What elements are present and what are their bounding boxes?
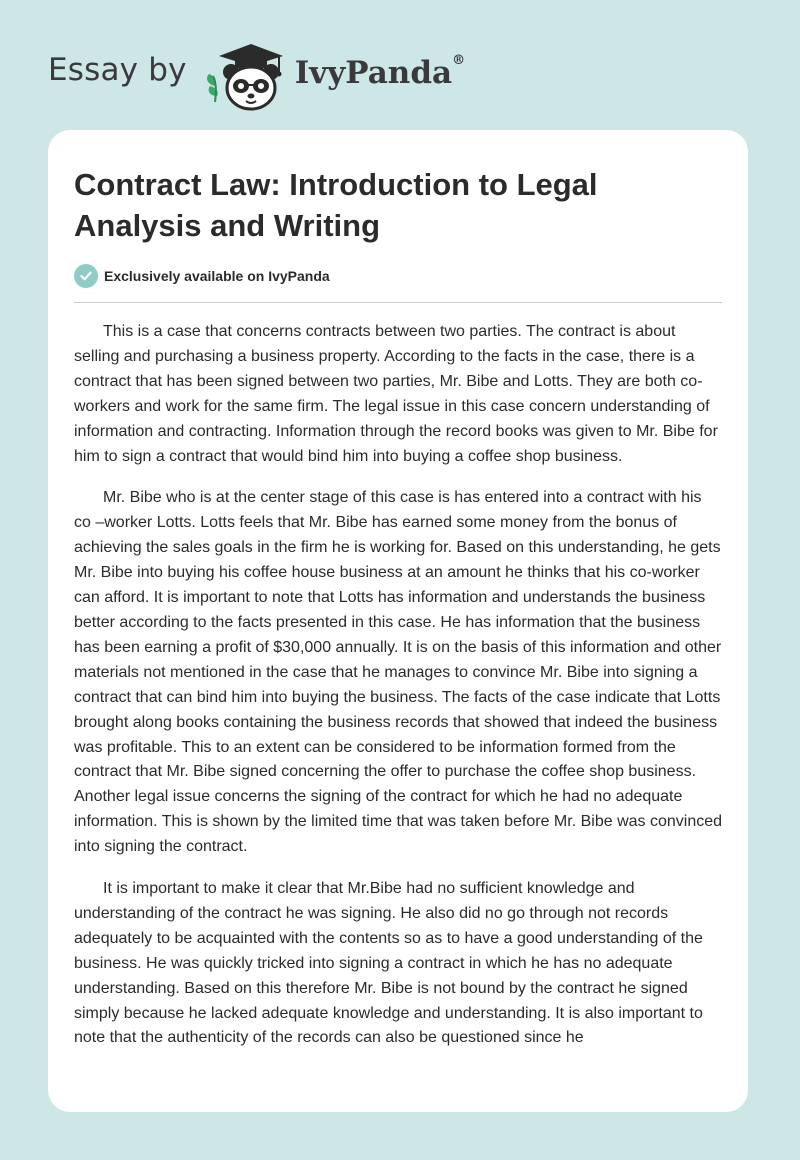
- panda-graduate-icon: [201, 34, 291, 114]
- essay-by-label: Essay by: [48, 52, 187, 88]
- paragraph: This is a case that concerns contracts between two parties. The contract is about selling and purchasing a business property. According to the facts in the case, there is a contract that has been signed between two parties, Mr. Bibe and Lotts. They are both co-workers and work for the same firm. The legal issue in this case concern understanding of information and contracting. Information through the record books was given to Mr. Bibe for him to sign a contract that would bind him into buying a coffee shop business.: [74, 323, 718, 465]
- paragraph: Mr. Bibe who is at the center stage of this case is has entered into a contract with his co –worker Lotts. Lotts feels that Mr. Bibe has earned some money from the bonus of achieving the sales goals in the firm he is working for. Based on this understanding, he gets Mr. Bibe into buying his coffee house business at an amount he thinks that his co-worker can afford. It is important to note that Lotts has information and understands the business better according to the facts presented in this case. He has information that the business has been earning a profit of $30,000 annually. It is on the basis of this information and other materials not mentioned in the case that he manages to convince Mr. Bibe into signing a contract that can bind him into buying the business. The facts of the case indicate that Lotts brought along books containing the business records that showed that indeed the business was profitable. This to an extent can be considered to be information formed from the contract that Mr. Bibe signed concerning the offer to purchase the coffee shop business. Another legal issue concerns the signing of the contract for which he had no adequate information. This is shown by the limited time that was taken before Mr. Bibe was convinced into signing the contract.: [74, 489, 723, 856]
- brand-name: IvyPanda®: [294, 53, 466, 91]
- check-icon: [74, 264, 98, 288]
- paragraph: It is important to make it clear that Mr.Bibe had no sufficient knowledge and understanding of the contract he was signing. He also did no go through not records adequately to be acquainted with the contents so as to have a good understanding of the business. He was quickly tricked into signing a contract in which he has no adequate understanding. Based on this therefore Mr. Bibe is not bound by the contract he signed simply because he lacked adequate knowledge and understanding. It is also important to note that the authenticity of the records can also be questioned since he: [74, 880, 703, 1047]
- article-body: [74, 320, 722, 1068]
- article-title: Contract Law: Introduction to Legal Analysis and Writing: [74, 167, 598, 243]
- divider: [74, 302, 722, 303]
- badge-text: Exclusively available on IvyPanda: [104, 268, 330, 284]
- exclusive-badge: [74, 264, 330, 288]
- article-card: [48, 130, 748, 1112]
- site-header: [48, 34, 465, 114]
